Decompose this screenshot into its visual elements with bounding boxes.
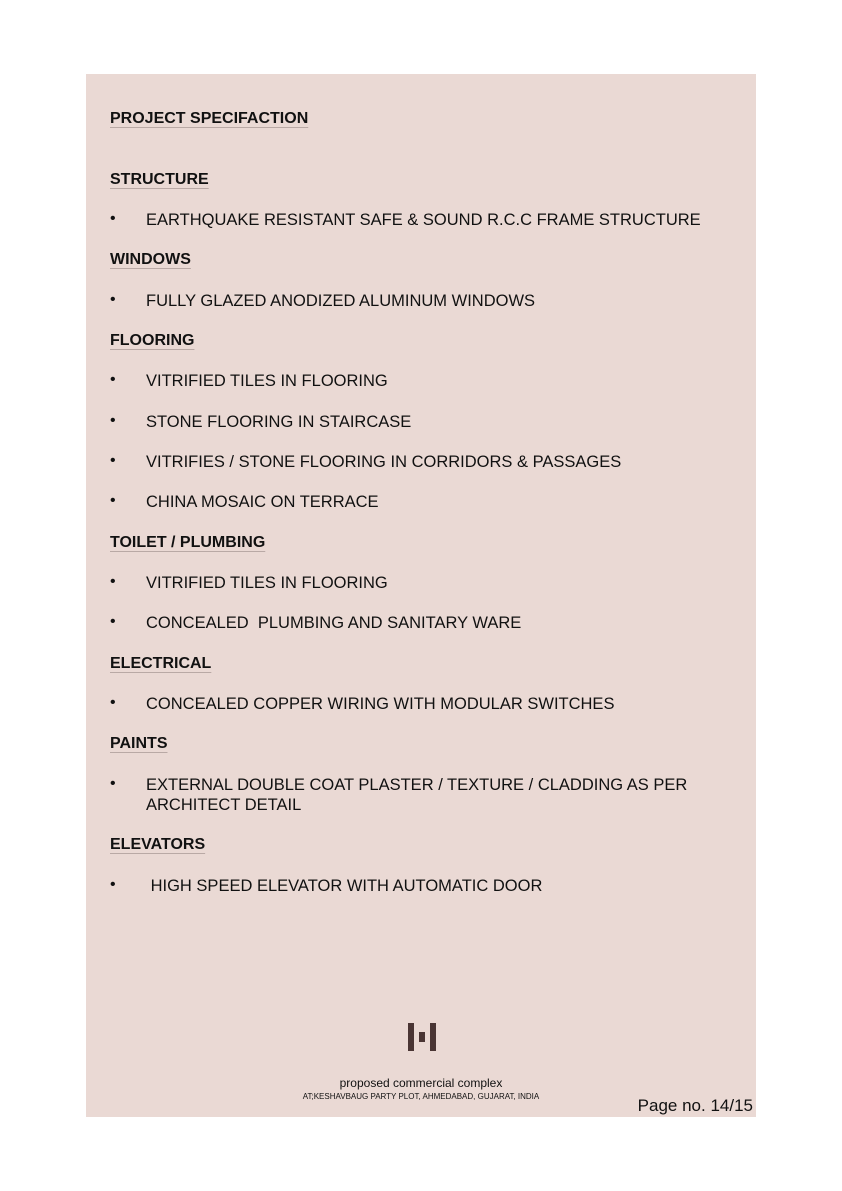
section-heading-structure: STRUCTURE: [110, 171, 209, 188]
list-item-text: FULLY GLAZED ANODIZED ALUMINUM WINDOWS: [146, 292, 536, 310]
document-page: [86, 74, 756, 1117]
bullet-icon: •: [110, 775, 116, 792]
list-item-text: VITRIFIES / STONE FLOORING IN CORRIDORS & PASSAGES: [146, 453, 622, 471]
list-item-text: VITRIFIED TILES IN FLOORING: [146, 372, 388, 390]
bullet-icon: •: [110, 371, 116, 388]
section-heading-electrical: ELECTRICAL: [110, 655, 212, 672]
project-address: AT;KESHAVBAUG PARTY PLOT, AHMEDABAD, GUJARAT, INDIA: [302, 1092, 540, 1101]
bullet-icon: •: [110, 210, 116, 227]
bullet-icon: •: [110, 291, 116, 308]
section-heading-elevators: ELEVATORS: [110, 836, 206, 853]
bullet-icon: •: [110, 876, 116, 893]
section-heading-paints: PAINTS: [110, 735, 168, 752]
bullet-icon: •: [110, 573, 116, 590]
project-name: proposed commercial complex: [339, 1076, 503, 1090]
bullet-icon: •: [110, 452, 116, 469]
page-number: Page no. 14/15: [637, 1096, 753, 1115]
list-item-text: HIGH SPEED ELEVATOR WITH AUTOMATIC DOOR: [146, 877, 543, 895]
bullet-icon: •: [110, 412, 116, 429]
list-item-text: CONCEALED PLUMBING AND SANITARY WARE: [146, 614, 522, 632]
section-heading-flooring: FLOORING: [110, 332, 195, 349]
list-item-text: VITRIFIED TILES IN FLOORING: [146, 574, 388, 592]
bullet-icon: •: [110, 613, 116, 630]
list-item-text: EARTHQUAKE RESISTANT SAFE & SOUND R.C.C FRAME STRUCTURE: [146, 211, 701, 229]
list-item-text: EXTERNAL DOUBLE COAT PLASTER / TEXTURE / CLADDING AS PER ARCHITECT DETAIL: [146, 776, 691, 814]
bullet-icon: •: [110, 694, 116, 711]
section-heading-toilet-plumbing: TOILET / PLUMBING: [110, 534, 266, 551]
page-title: PROJECT SPECIFACTION: [110, 110, 309, 127]
list-item-text: CONCEALED COPPER WIRING WITH MODULAR SWITCHES: [146, 695, 615, 713]
bars-logo-icon: [408, 1023, 436, 1051]
list-item-text: CHINA MOSAIC ON TERRACE: [146, 493, 379, 511]
list-item-text: STONE FLOORING IN STAIRCASE: [146, 413, 412, 431]
bullet-icon: •: [110, 492, 116, 509]
section-heading-windows: WINDOWS: [110, 251, 191, 268]
